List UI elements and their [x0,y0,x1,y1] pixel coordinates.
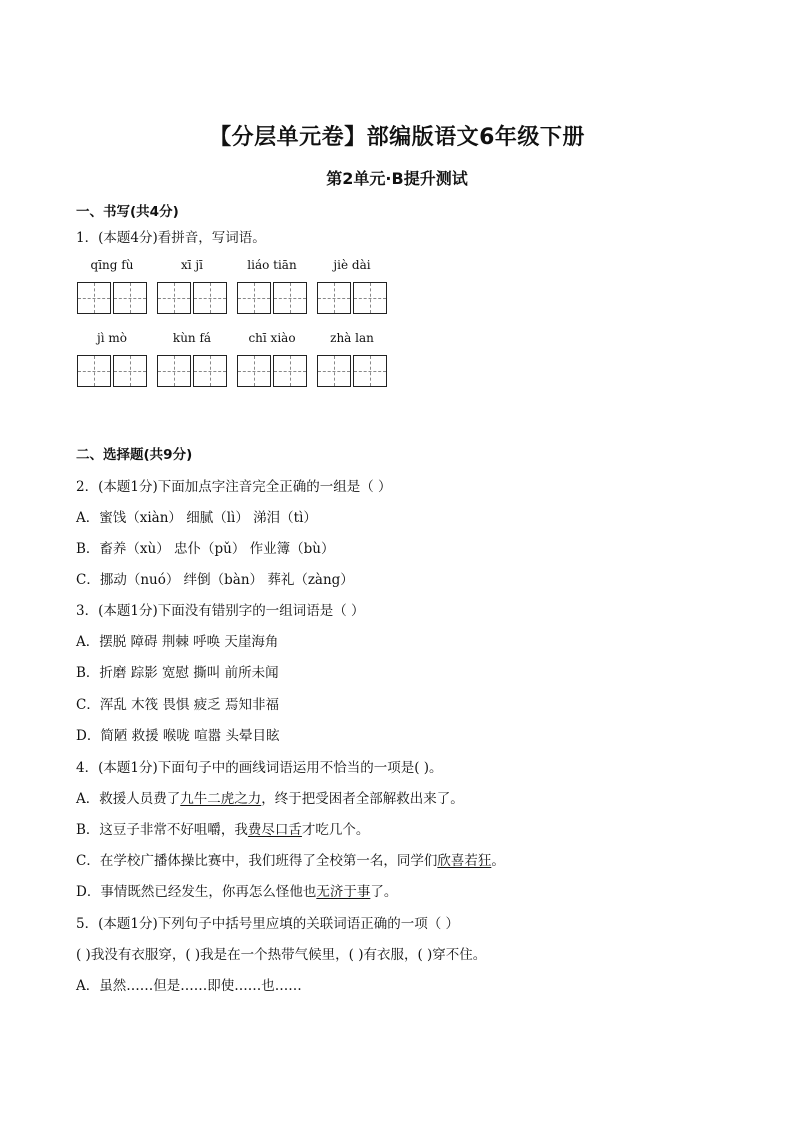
option-a-text-end: ，终于把受困者全部解救出来了。 [261,791,464,807]
question-5-option-a: A．虽然……但是……即使……也…… [76,978,302,994]
option-c-text: C．在学校广播体操比赛中，我们班得了全校第一名，同学们 [76,853,438,869]
question-3-prompt: 3．(本题1分)下面没有错别字的一组词语是（ ） [76,603,365,619]
pinyin-1-3: liáo tiān [247,258,297,272]
question-3-option-d: D．简陋 救援 喉咙 喧嚣 头晕目眩 [76,728,280,744]
section-heading-writing: 一、书写(共4分) [76,204,179,220]
question-4-prompt: 4．(本题1分)下面句子中的画线词语运用不恰当的一项是( )。 [76,760,443,776]
option-b-underlined-phrase: 费尽口舌 [247,822,302,838]
document-subtitle: 第2单元·B提升测试 [326,169,468,188]
document-title: 【分层单元卷】部编版语文6年级下册 [209,125,585,150]
pinyin-2-2: kùn fá [172,331,212,345]
question-5-prompt: 5．(本题1分)下列句子中括号里应填的关联词语正确的一项（ ） [76,916,460,932]
option-b-text-end: 才吃几个。 [301,822,370,838]
option-a-underlined-phrase: 九牛二虎之力 [180,791,262,807]
writing-grid-1-1[interactable] [77,282,147,314]
question-2-option-b: B．畜养（xù） 忠仆（pǔ） 作业簿（bù） [76,541,335,557]
question-3-option-b: B．折磨 踪影 宽慰 撕叫 前所未闻 [76,665,279,681]
pinyin-1-2: xī jī [181,258,203,272]
pinyin-1-1: qīng fù [90,258,134,272]
pinyin-2-3: chī xiào [248,331,296,345]
pinyin-2-4: zhà lan [330,331,374,345]
option-a-text: A．救援人员费了 [76,791,181,807]
section-heading-choice: 二、选择题(共9分) [76,447,193,463]
question-3-option-c: C．浑乱 木筏 畏惧 疲乏 焉知非福 [76,697,279,713]
writing-grid-1-3[interactable] [237,282,307,314]
option-c-text-end: 。 [491,853,505,869]
question-4-option-d [76,880,397,900]
question-2-option-c: C．挪动（nuó） 绊倒（bàn） 葬礼（zàng） [76,572,354,588]
writing-grid-2-4[interactable] [317,355,387,387]
writing-grid-2-2[interactable] [157,355,227,387]
option-b-text: B．这豆子非常不好咀嚼，我 [76,822,248,838]
writing-grid-2-1[interactable] [77,355,147,387]
option-d-underlined-phrase: 无济于事 [316,884,371,900]
pinyin-1-4: jiè dài [333,258,371,272]
option-c-underlined-phrase: 欣喜若狂 [437,853,492,869]
writing-grid-2-3[interactable] [237,355,307,387]
question-2-prompt: 2．(本题1分)下面加点字注音完全正确的一组是（ ） [76,479,392,495]
question-4-option-b [76,818,369,838]
writing-grid-1-4[interactable] [317,282,387,314]
question-1-prompt: 1．(本题4分)看拼音，写词语。 [76,230,266,246]
question-4-option-c [76,849,505,869]
question-2-option-a: A．蜜饯（xiàn） 细腻（lì） 涕泪（tì） [76,510,317,526]
option-d-text: D．事情既然已经发生，你再怎么怪他也 [76,884,317,900]
question-5-sentence: ( )我没有衣服穿，( )我是在一个热带气候里，( )有衣服，( )穿不住。 [76,947,487,963]
question-4-option-a [76,787,464,807]
writing-grid-1-2[interactable] [157,282,227,314]
question-3-option-a: A．摆脱 障碍 荆棘 呼唤 天崖海角 [76,634,279,650]
option-d-text-end: 了。 [370,884,398,900]
pinyin-2-1: jì mò [97,331,127,345]
